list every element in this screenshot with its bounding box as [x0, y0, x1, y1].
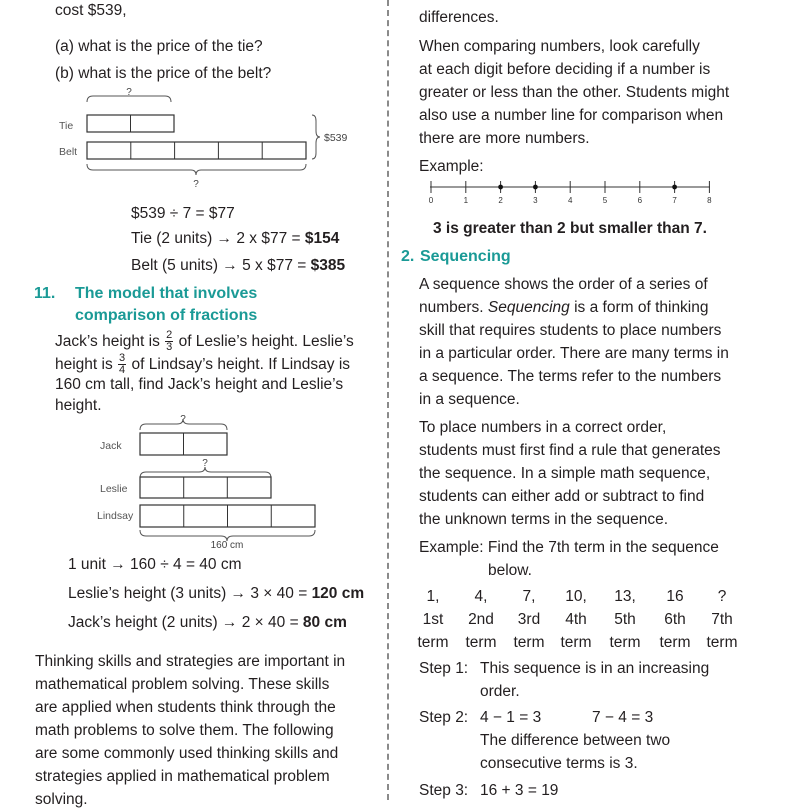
heading-2-number: 2. — [401, 248, 415, 265]
step1-line2: order. — [480, 683, 520, 700]
paragraph-line: the unknown terms in the sequence. — [419, 511, 669, 528]
problem-11-line4: height. — [55, 397, 102, 414]
paragraph-line: strategies applied in mathematical problem — [35, 768, 330, 785]
paragraph-text: is a form of thinking — [569, 299, 709, 316]
thinking-skills-paragraph — [35, 650, 345, 811]
total-label: $539 — [324, 132, 348, 144]
example-label: Example: — [419, 158, 484, 175]
placing-paragraph — [419, 416, 721, 531]
unit-calc-line: $539 ÷ 7 = $77 — [131, 205, 235, 222]
belt-calc-line — [131, 254, 345, 277]
tie-belt-bar-model — [55, 86, 375, 190]
number-line-point — [533, 185, 538, 190]
sequence-ordinal: 7th — [711, 611, 733, 628]
paragraph-line: When comparing numbers, look carefully — [419, 38, 700, 55]
column-divider — [387, 0, 389, 800]
lindsay-label: Lindsay — [97, 510, 134, 522]
belt-label: Belt — [59, 146, 78, 158]
sequence-value: 16 — [666, 588, 684, 605]
sequence-value: ? — [717, 588, 727, 605]
tie-label: Tie — [59, 120, 74, 132]
paragraph-line: at each digit before deciding if a number is — [419, 61, 711, 78]
paragraph-line: math problems to solve them. The following — [35, 722, 334, 739]
step2-calc-b: 7 − 4 = 3 — [592, 709, 654, 726]
sequence-term-word: term — [465, 634, 497, 651]
step1-line1: This sequence is in an increasing — [480, 660, 710, 677]
paragraph-line: in a sequence. — [419, 391, 520, 408]
comparison-paragraph — [419, 35, 729, 150]
example2-line2: below. — [488, 562, 532, 579]
heading-2-text: Sequencing — [420, 248, 511, 265]
number-line-tick-label: 3 — [533, 196, 538, 205]
step2-line2: The difference between two — [480, 732, 671, 749]
problem-text: Jack’s height is — [55, 333, 165, 350]
leslie-answer: 120 cm — [311, 585, 365, 602]
paragraph-line: To place numbers in a correct order, — [419, 419, 667, 436]
sequence-ordinal: 5th — [614, 611, 636, 628]
lindsay-length-label: 160 cm — [210, 540, 244, 551]
sequence-ordinal: 1st — [422, 611, 444, 628]
heading-11-line2: comparison of fractions — [75, 307, 258, 324]
paragraph-line: the sequence. In a simple math sequence, — [419, 465, 711, 482]
number-line-point — [498, 185, 503, 190]
question-b: (b) what is the price of the belt? — [55, 65, 272, 82]
sequence-ordinal: 3rd — [517, 611, 541, 628]
sequencing-term: Sequencing — [487, 299, 570, 316]
belt-question-mark: ? — [193, 179, 199, 190]
question-a: (a) what is the price of the tie? — [55, 38, 263, 55]
belt-bar — [87, 142, 306, 159]
jack-calc-line — [68, 611, 347, 634]
fraction-numerator: 3 — [119, 352, 126, 365]
paragraph-line: students can either add or subtract to find — [419, 488, 705, 505]
paragraph-line: skill that requires students to place numbers — [419, 322, 722, 339]
belt-brace — [87, 164, 306, 175]
fraction-numerator: 2 — [166, 329, 173, 342]
problem-text: of Leslie’s height. Leslie’s — [174, 333, 354, 350]
sequence-paragraph — [419, 273, 729, 411]
sequence-value: 7, — [522, 588, 536, 605]
heading-11-line1: The model that involves — [75, 285, 258, 302]
paragraph-line: a sequence. The terms refer to the numbers — [419, 368, 722, 385]
step3-label: Step 3: — [419, 782, 469, 799]
tie-calc-line — [131, 227, 339, 250]
fraction-two-thirds — [165, 330, 173, 353]
sequence-ordinal: 4th — [565, 611, 587, 628]
jack-label: Jack — [100, 440, 122, 452]
number-line-caption: 3 is greater than 2 but smaller than 7. — [433, 220, 707, 237]
paragraph-line: there are more numbers. — [419, 130, 590, 147]
paragraph-line — [419, 296, 729, 319]
sequence-value: 1, — [426, 588, 440, 605]
paragraph-line: greater or less than the other. Students might — [419, 84, 730, 101]
problem-11-line3: 160 cm tall, find Jack’s height and Leslie’s — [55, 376, 344, 393]
paragraph-line: mathematical problem solving. These skills — [35, 676, 330, 693]
jack-question-mark: ? — [180, 414, 186, 425]
sequence-value: 4, — [474, 588, 488, 605]
sequence-term-word: term — [560, 634, 592, 651]
tie-question-mark: ? — [126, 87, 132, 98]
paragraph-line: also use a number line for comparison when — [419, 107, 724, 124]
jack-calc-text: Jack’s height (2 units) → 2 × 40 = — [68, 614, 303, 631]
sequence-ordinal: 6th — [664, 611, 686, 628]
paragraph-line: in a particular order. There are many terms in — [419, 345, 729, 362]
number-line-tick-label: 2 — [498, 196, 503, 205]
step2-label: Step 2: — [419, 709, 469, 726]
number-line-tick-label: 4 — [567, 196, 573, 205]
sequence-term-word: term — [513, 634, 545, 651]
cost-line: cost $539, — [55, 2, 127, 19]
sequence-ordinal: 2nd — [468, 611, 494, 628]
paragraph-line: solving. — [35, 791, 88, 808]
leslie-calc-line — [68, 582, 364, 605]
leslie-question-mark: ? — [202, 458, 208, 469]
paragraph-line: Thinking skills and strategies are important in — [35, 653, 346, 670]
heading-11-number: 11. — [34, 285, 56, 302]
problem-text: height is — [55, 356, 118, 373]
sequence-value: 13, — [614, 588, 636, 605]
number-line-tick-label: 6 — [637, 196, 643, 205]
step3-calc: 16 + 3 = 19 — [480, 782, 559, 799]
problem-11-line1 — [55, 330, 354, 353]
number-line-tick-label: 1 — [463, 196, 469, 205]
step2-calc-a: 4 − 1 = 3 — [480, 709, 542, 726]
sequence-term-word: term — [659, 634, 691, 651]
leslie-label: Leslie — [100, 483, 128, 495]
leslie-bar — [140, 477, 271, 498]
paragraph-line: are applied when students think through the — [35, 699, 336, 716]
tie-calc-text: Tie (2 units) → 2 x $77 = — [131, 230, 305, 247]
sequence-term-word: term — [417, 634, 449, 651]
fraction-denominator: 3 — [166, 341, 173, 354]
paragraph-line: students must first find a rule that generates — [419, 442, 721, 459]
paragraph-line: A sequence shows the order of a series of — [419, 276, 708, 293]
fraction-denominator: 4 — [119, 364, 126, 377]
total-brace — [312, 115, 320, 159]
number-line-tick-label: 8 — [707, 196, 712, 205]
problem-text: of Lindsay’s height. If Lindsay is — [127, 356, 351, 373]
number-line-tick-label: 7 — [672, 196, 677, 205]
step1-label: Step 1: — [419, 660, 469, 677]
example2-line1: Example: Find the 7th term in the sequence — [419, 539, 719, 556]
unit-value-calc: 1 unit → 160 ÷ 4 = 40 cm — [68, 556, 242, 573]
sequence-term-word: term — [609, 634, 641, 651]
number-line-tick-label: 5 — [602, 196, 608, 205]
step2-line3: consecutive terms is 3. — [480, 755, 638, 772]
jack-answer: 80 cm — [302, 614, 347, 631]
paragraph-line: are some commonly used thinking skills and — [35, 745, 339, 762]
leslie-calc-text: Leslie’s height (3 units) → 3 × 40 = — [68, 585, 312, 602]
belt-calc-text: Belt (5 units) → 5 x $77 = — [131, 257, 311, 274]
tie-answer: $154 — [304, 230, 340, 247]
number-line-point — [672, 185, 677, 190]
sequence-term-word: term — [706, 634, 738, 651]
differences-line: differences. — [419, 9, 499, 26]
number-line — [420, 176, 720, 206]
paragraph-text: numbers. — [419, 299, 488, 316]
height-bar-model — [95, 412, 335, 552]
belt-answer: $385 — [310, 257, 346, 274]
number-line-tick-label: 0 — [428, 196, 434, 205]
sequence-value: 10, — [565, 588, 587, 605]
